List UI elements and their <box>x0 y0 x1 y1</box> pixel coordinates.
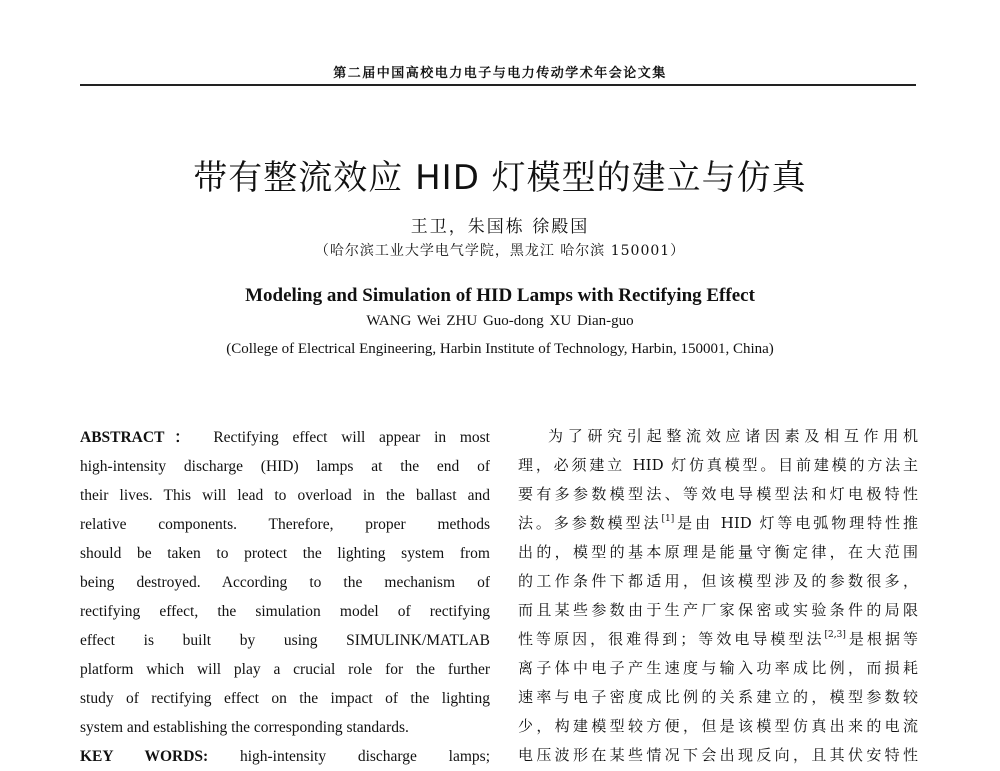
affiliation-cn: （哈尔滨工业大学电气学院，黑龙江 哈尔滨 150001） <box>314 243 686 259</box>
abstract-line: system and establishing the corresponding standards. <box>80 719 409 736</box>
authors-cn: 王卫，朱国栋 徐殿国 <box>410 217 590 237</box>
body-line: 而且某些参数由于生产厂家保密或实验条件的局限 <box>518 601 918 619</box>
body-line: 为了研究引起整流效应诸因素及相互作用机 <box>548 427 918 445</box>
abstract-line: should be taken to protect the lighting system from <box>80 545 490 562</box>
body-line: 电压波形在某些情况下会出现反向，且其伏安特性 <box>518 746 918 764</box>
abstract-column <box>80 423 490 771</box>
abstract-line: effect is built by using SIMULINK/MATLAB <box>80 632 490 649</box>
body-line <box>518 509 918 538</box>
body-line: 的工作条件下都适用，但该模型涉及的参数很多， <box>518 572 918 590</box>
body-column-cn <box>518 422 918 770</box>
abstract-label: ABSTRACT： <box>80 429 200 446</box>
citation-ref-1[interactable]: [1] <box>661 514 675 524</box>
abstract-line <box>80 423 490 452</box>
paper-title-en: Modeling and Simulation of HID Lamps with Rectifying Effect <box>245 285 755 306</box>
body-text: 性等原因，很难得到；等效电导模型法 <box>518 630 825 648</box>
abstract-line: platform which will play a crucial role for the further <box>80 661 490 678</box>
abstract-text: Rectifying effect will appear in most <box>213 429 490 446</box>
affiliation-en: (College of Electrical Engineering, Harbin Institute of Technology, Harbin, 150001, China) <box>226 341 774 357</box>
header-rule <box>80 84 916 86</box>
abstract-line: study of rectifying effect on the impact of the lighting <box>80 690 490 707</box>
body-text: 是由 HID 灯等电弧物理特性推 <box>674 514 918 532</box>
paper-title-cn: 带有整流效应 HID 灯模型的建立与仿真 <box>193 158 807 198</box>
body-line: 出的，模型的基本原理是能量守衡定律，在大范围 <box>518 543 918 561</box>
abstract-line: being destroyed. According to the mechanism of <box>80 574 490 591</box>
citation-ref-2-3[interactable]: [2,3] <box>824 630 846 640</box>
abstract-line: relative components. Therefore, proper methods <box>80 516 490 533</box>
body-line: 速率与电子密度成比例的关系建立的，模型参数较 <box>518 688 918 706</box>
body-text: 法。多参数模型法 <box>518 514 662 532</box>
running-header: 第二届中国高校电力电子与电力传动学术年会论文集 <box>333 66 667 81</box>
body-line: 理，必须建立 HID 灯仿真模型。目前建模的方法主 <box>518 456 918 474</box>
body-line: 少，构建模型较方便，但是该模型仿真出来的电流 <box>518 717 918 735</box>
body-line: 离子体中电子产生速度与输入功率成比例，而损耗 <box>518 659 918 677</box>
body-line <box>518 625 918 654</box>
body-line: 要有多参数模型法、等效电导模型法和灯电极特性 <box>518 485 918 503</box>
abstract-line: their lives. This will lead to overload in the ballast and <box>80 487 490 504</box>
keywords-text: high-intensity discharge lamps; <box>239 748 490 765</box>
authors-en: WANG Wei ZHU Guo-dong XU Dian-guo <box>366 313 634 329</box>
keywords-label: KEY WORDS: <box>80 748 209 765</box>
abstract-line: high-intensity discharge (HID) lamps at the end of <box>80 458 490 475</box>
abstract-line: rectifying effect, the simulation model of rectifying <box>80 603 490 620</box>
body-text: 是根据等 <box>845 630 918 648</box>
keywords-line <box>80 742 490 771</box>
